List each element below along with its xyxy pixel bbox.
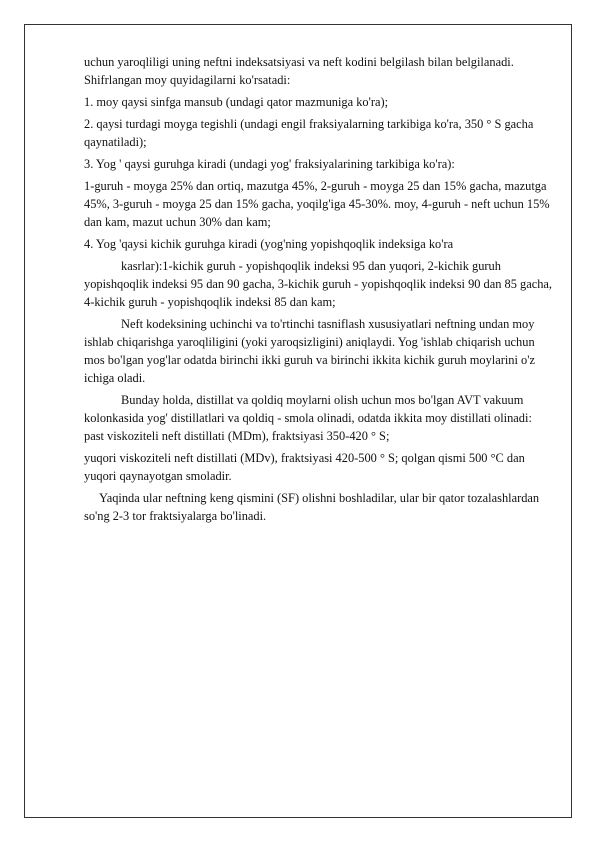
list-item-1: 1. moy qaysi sinfga mansub (undagi qator mazmuniga ko'ra); <box>84 95 389 109</box>
paragraph-code-features: Neft kodeksining uchinchi va to'rtinchi tasniflash xususiyatlari neftning undan moy ishlab chiqarishga yaroqliligini (yoki yaroqsizligini) aniqlaydi. Yog 'ishlab chiqarish uchun mos bo'lgan yog'lar odatda birinchi ikki guruh va birinchi ikkita kichik guruh moylarini o'z ichiga oladi. <box>84 317 535 385</box>
paragraph-wide-fraction: Yaqinda ular neftning keng qismini (SF) olishni boshladilar, ular bir qator tozalashlardan so'ng 2-3 tor fraktsiyalarga bo'linadi. <box>84 491 540 523</box>
list-item-2: 2. qaysi turdagi moyga tegishli (undagi engil fraksiyalarning tarkibiga ko'ra, 350 ° S gacha qaynatiladi); <box>84 117 534 149</box>
document-body <box>84 53 554 529</box>
list-item-4: 4. Yog 'qaysi kichik guruhga kiradi (yog'ning yopishqoqlik indeksiga ko'ra <box>84 237 454 251</box>
paragraph-high-viscosity: yuqori viskoziteli neft distillati (MDv), fraktsiyasi 420-500 ° S; qolgan qismi 500 °C dan yuqori qaynayotgan smoladir. <box>84 451 525 483</box>
paragraph-intro: uchun yaroqliligi uning neftni indeksatsiyasi va neft kodini belgilash bilan belgilanadi. Shifrlangan moy quyidagilarni ko'rsatadi: <box>84 55 514 87</box>
subgroup-description: kasrlar):1-kichik guruh - yopishqoqlik indeksi 95 dan yuqori, 2-kichik guruh yopishqoqlik indeksi 95 dan 90 gacha, 3-kichik guruh - yopishqoqlik indeksi 90 dan 85 gacha, 4-kichik guruh - yopishqoqlik indeksi 85 dan kam; <box>84 259 553 309</box>
paragraph-distillates: Bunday holda, distillat va qoldiq moylarni olish uchun mos bo'lgan AVT vakuum kolonkasida yog' distillatlari va qoldiq - smola olinadi, odatda ikkita moy distillati olinadi: past viskoziteli neft distillati (MDm), fraktsiyasi 350-420 ° S; <box>84 393 532 443</box>
list-item-3: 3. Yog ' qaysi guruhga kiradi (undagi yog' fraksiyalarining tarkibiga ko'ra): <box>84 157 455 171</box>
group-description: 1-guruh - moyga 25% dan ortiq, mazutga 45%, 2-guruh - moyga 25 dan 15% gacha, mazutga 45%, 3-guruh - moyga 25 dan 15% gacha, yoqilg'iga 45-30%. moy, 4-guruh - neft uchun 15% dan kam, mazut uchun 30% dan kam; <box>84 179 550 229</box>
